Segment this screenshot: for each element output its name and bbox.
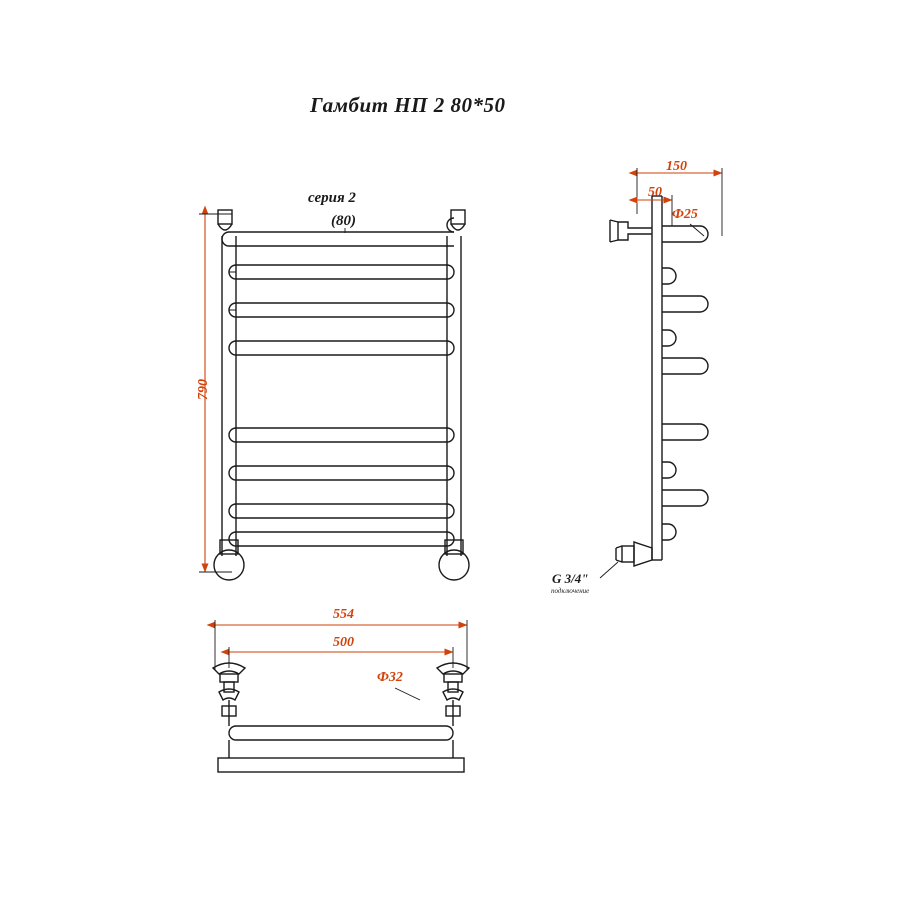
top-bracket-left — [213, 663, 245, 758]
dimension-label-width-inner: 500 — [333, 635, 354, 650]
front-view — [214, 210, 469, 580]
front-rail-group-lower — [229, 428, 454, 546]
dimension-label-depth-overall: 150 — [666, 159, 687, 174]
dimension-label-tube-25: Ф25 — [672, 207, 698, 222]
dimension-tube-32 — [395, 688, 420, 700]
top-bracket-right — [437, 663, 469, 758]
dimension-label-depth-bracket: 50 — [648, 185, 662, 200]
dimension-label-height: 790 — [196, 379, 211, 400]
side-view — [610, 196, 708, 566]
page-title: Гамбит НП 2 80*50 — [310, 93, 506, 117]
dimension-label-tube-32: Ф32 — [377, 670, 403, 685]
side-arm-group — [662, 226, 708, 540]
connection-label: G 3/4" — [552, 571, 589, 586]
front-rail-group-upper — [229, 265, 454, 355]
dimension-width-500 — [229, 647, 453, 668]
connection-leader — [600, 562, 618, 578]
top-view — [213, 663, 469, 772]
series-sublabel: (80) — [331, 213, 356, 229]
connection-fitting — [616, 542, 652, 566]
series-label: серия 2 — [308, 190, 356, 206]
dimension-label-width-overall: 554 — [333, 607, 354, 622]
connection-note: подключение — [551, 587, 590, 595]
